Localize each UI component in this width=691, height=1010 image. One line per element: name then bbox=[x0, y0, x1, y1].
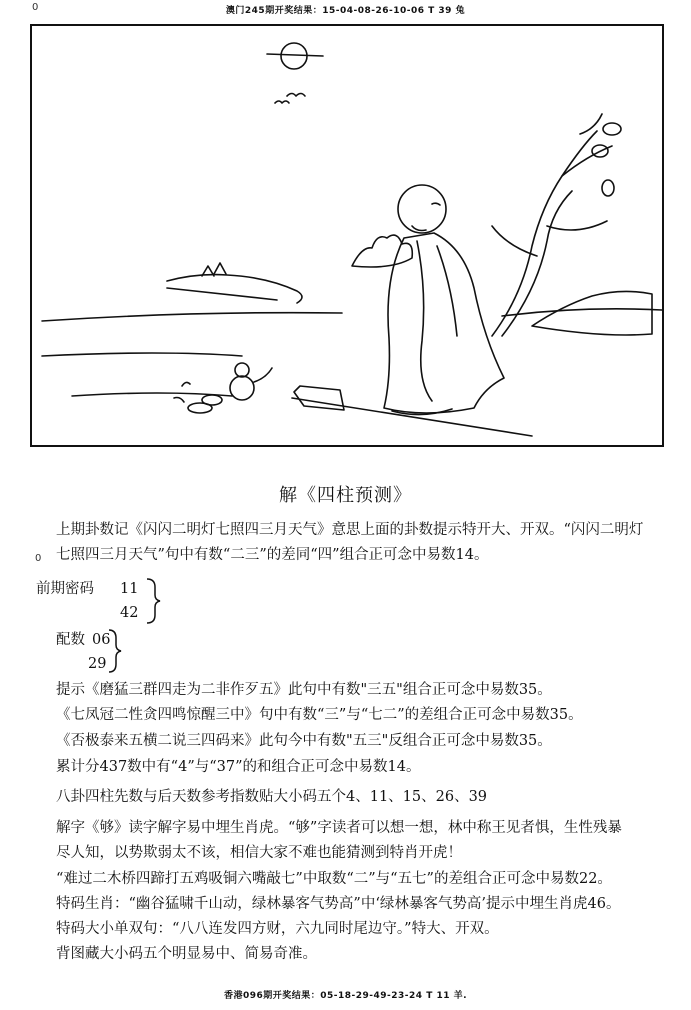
bird-icon bbox=[287, 94, 305, 97]
hint-line: 累计分437数中有“4”与“37”的和组合正可念中易数14。 bbox=[56, 759, 421, 775]
hint-line: 尽人知，以势欺弱太不该，相信大家不难也能猜测到特肖开虎！ bbox=[56, 845, 462, 861]
gourd-icon bbox=[230, 376, 254, 400]
paragraph-line: 上期卦数记《闪闪二明灯七照四三月天气》意思上面的卦数提示特开大、开双。“闪闪二明灯 bbox=[56, 522, 644, 538]
side-mark: 0 bbox=[35, 553, 42, 564]
brace-icon bbox=[106, 628, 124, 674]
corner-mark: 0 bbox=[32, 2, 39, 13]
page-footer: 香港096期开奖结果：05-18-29-49-23-24 T 11 羊. bbox=[223, 991, 468, 1001]
page-header: 澳门245期开奖结果：15-04-08-26-10-06 T 39 兔 bbox=[225, 6, 466, 16]
monk-head bbox=[398, 185, 446, 233]
hint-line: 特码生肖：“幽谷猛啸千山动，绿林暴客气势高”中‘绿林暴客气势高’提示中埋生肖虎46。 bbox=[56, 896, 621, 912]
hint-line: 特码大小单双句：“八八连发四方财，六九同时尾边守。”特大、开双。 bbox=[56, 921, 499, 937]
previous-code-value: 42 bbox=[120, 605, 139, 621]
hint-line: 背图藏大小码五个明显易中、简易奇准。 bbox=[56, 946, 317, 962]
hint-line: “难过二木桥四蹄打五鸡吸铜六嘴敲七”中取数“二”与“五七”的差组合正可念中易数22。 bbox=[56, 871, 612, 887]
hint-line: 《七凤冠二性贪四鸣惊醒三中》句中有数“三”与“七二”的差组合正可念中易数35。 bbox=[56, 707, 583, 723]
hint-line: 解字《够》读字解字易中埋生肖虎。“够”字读者可以想一想，林中称王见者惧，生性残暴 bbox=[56, 820, 622, 836]
pairing-label: 配数 bbox=[56, 632, 85, 648]
illustration-frame bbox=[30, 24, 664, 447]
pairing-value: 29 bbox=[88, 656, 107, 672]
monk-illustration bbox=[32, 26, 662, 445]
brace-icon bbox=[144, 577, 164, 625]
paragraph-line: 七照四三月天气”句中有数“二三”的差同“四”组合正可念中易数14。 bbox=[56, 547, 489, 563]
previous-code-label: 前期密码 bbox=[36, 581, 94, 597]
pairing-value: 06 bbox=[92, 632, 111, 648]
section-title: 解《四柱预测》 bbox=[279, 485, 412, 506]
hint-line: 提示《磨猛三群四走为二非作歹五》此句中有数"三五"组合正可念中易数35。 bbox=[56, 682, 552, 698]
previous-code-value: 11 bbox=[120, 581, 139, 597]
hint-line: 《否极泰来五横二说三四码来》此句今中有数"五三"反组合正可念中易数35。 bbox=[56, 733, 552, 749]
hint-line: 八卦四柱先数与后天数参考指数贴大小码五个4、11、15、26、39 bbox=[56, 789, 488, 805]
